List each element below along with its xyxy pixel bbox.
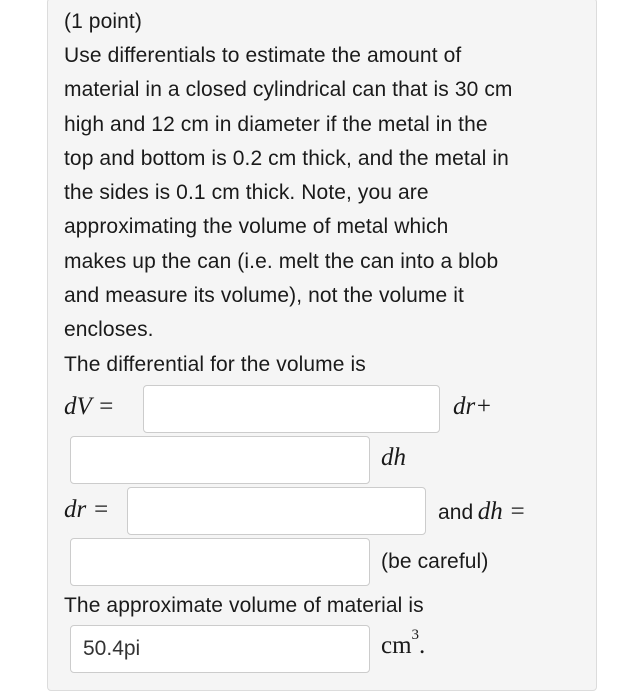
differential-prompt: The differential for the volume is	[64, 353, 366, 376]
be-careful-note: (be careful)	[381, 550, 489, 573]
volume-unit	[381, 627, 426, 660]
statement-line: top and bottom is 0.2 cm thick, and the metal in	[64, 146, 509, 170]
and-text: and	[438, 501, 474, 524]
problem-card	[47, 0, 597, 691]
statement-line: makes up the can (i.e. melt the can into a blob	[64, 249, 499, 273]
point-value: (1 point)	[64, 10, 142, 33]
approx-prompt: The approximate volume of material is	[64, 594, 424, 617]
volume-answer-value: 50.4pi	[83, 637, 141, 660]
statement-line: the sides is 0.1 cm thick. Note, you are	[64, 181, 429, 205]
dr-term-label: dr+	[453, 393, 493, 420]
volume-answer-input[interactable]	[70, 625, 370, 673]
statement-line: high and 12 cm in diameter if the metal in the	[64, 112, 488, 136]
unit-base: cm	[381, 632, 412, 659]
dh-label: dh =	[477, 498, 526, 525]
statement-line: material in a closed cylindrical can that is 30 cm	[64, 78, 513, 102]
problem-statement	[64, 39, 513, 348]
statement-line: approximating the volume of metal which	[64, 215, 449, 239]
dh-term-label: dh	[381, 444, 406, 471]
dr-label: dr =	[64, 496, 110, 523]
dv-label: dV =	[64, 393, 115, 420]
statement-line: and measure its volume), not the volume it	[64, 284, 464, 308]
dh-value-input[interactable]	[70, 538, 370, 586]
statement-line: encloses.	[64, 318, 154, 342]
dh-coefficient-input[interactable]	[70, 436, 370, 484]
unit-period: .	[419, 632, 426, 659]
dr-value-input[interactable]	[127, 487, 426, 535]
unit-exponent: 3	[411, 627, 420, 643]
and-dh-label	[438, 496, 526, 530]
dr-coefficient-input[interactable]	[143, 385, 440, 433]
statement-line: Use differentials to estimate the amount of	[64, 44, 462, 67]
